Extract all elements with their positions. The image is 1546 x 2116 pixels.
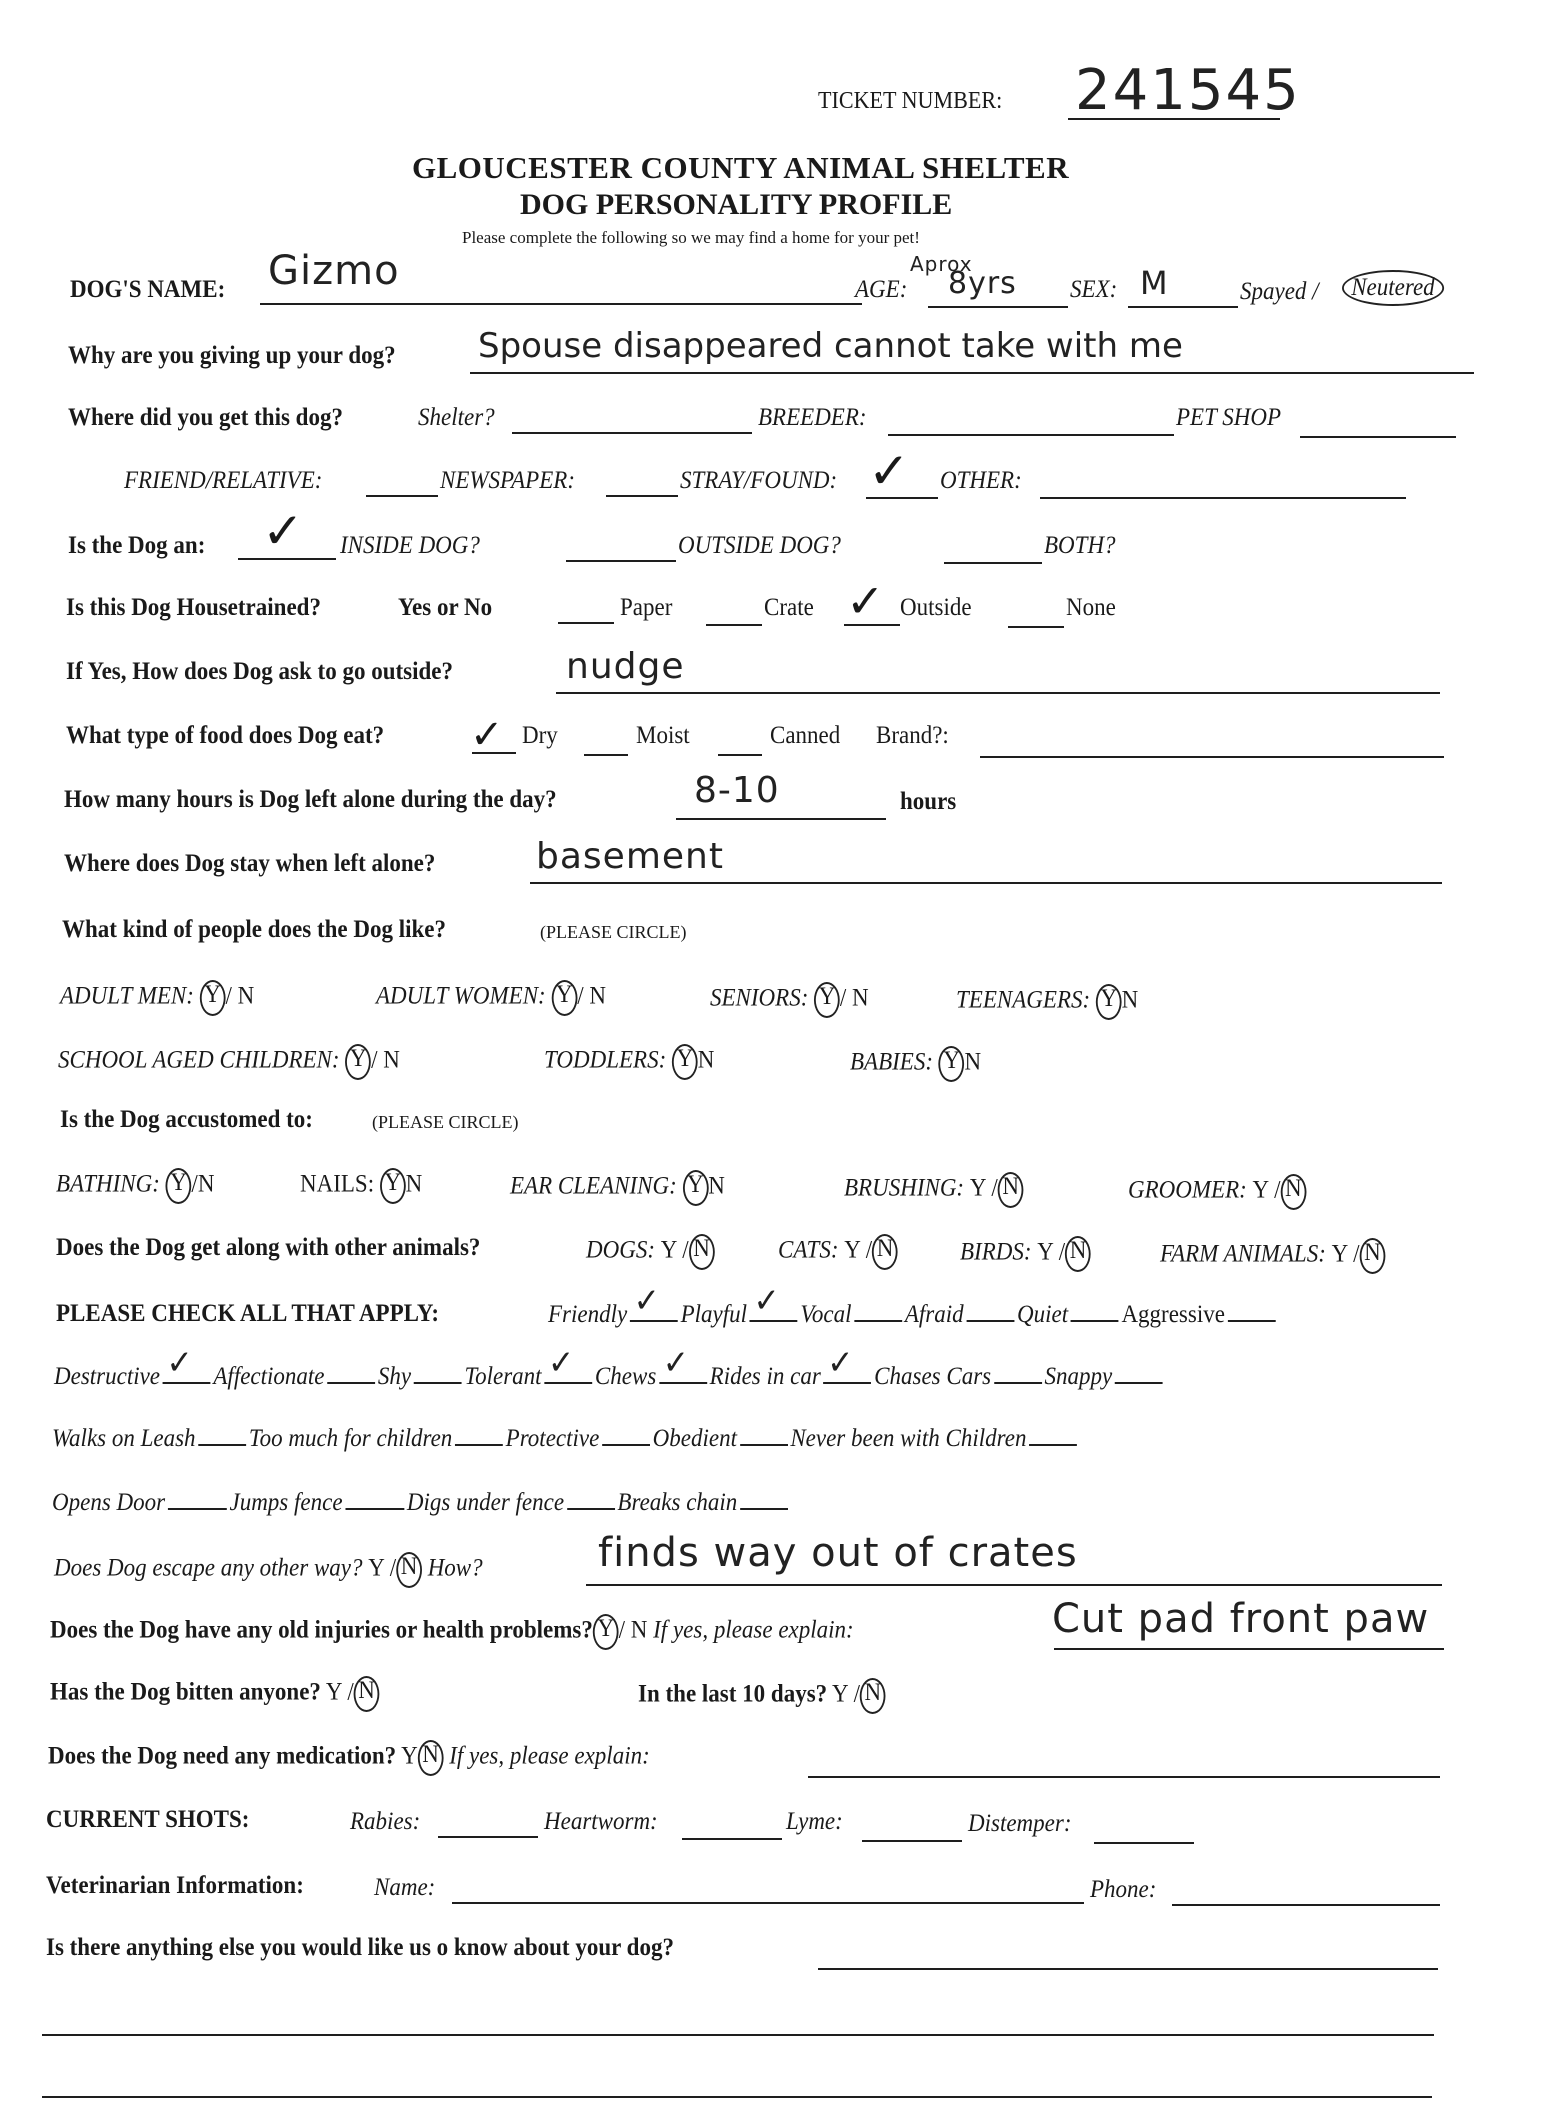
trait-playful-checkmark-icon: ✓ bbox=[753, 1281, 780, 1321]
ask-outside-label: If Yes, How does Dog ask to go outside? bbox=[66, 658, 453, 685]
other-info-label: Is there anything else you would like us o know about your dog? bbox=[46, 1934, 674, 1961]
animals-birds-y-option[interactable]: Y bbox=[1037, 1238, 1054, 1266]
food-moist-blank[interactable] bbox=[584, 754, 628, 756]
trait-never-been-with-children-blank[interactable] bbox=[1029, 1424, 1077, 1446]
people-seniors-n-option[interactable]: N bbox=[852, 984, 869, 1012]
people-seniors-label: SENIORS: bbox=[710, 984, 809, 1012]
source-other-label: OTHER: bbox=[940, 467, 1022, 494]
trait-chews-blank[interactable] bbox=[659, 1343, 707, 1384]
traits-row-2 bbox=[54, 1343, 1166, 1391]
location-label: Is the Dog an: bbox=[68, 532, 206, 559]
food-dry-checkmark-icon: ✓ bbox=[470, 712, 504, 758]
accustomed-brushing-y-option[interactable]: Y bbox=[969, 1174, 986, 1202]
location-inside-label: INSIDE DOG? bbox=[340, 532, 480, 559]
animals-dogs: DOGS: Y / N bbox=[586, 1234, 714, 1270]
housetrained-none-blank[interactable] bbox=[1008, 626, 1064, 628]
housetrained-outside-checkmark-icon: ✓ bbox=[846, 574, 885, 628]
source-stray-checkmark-icon: ✓ bbox=[868, 442, 910, 500]
ticket-number-label: TICKET NUMBER: bbox=[818, 88, 1003, 114]
shot-lyme-field[interactable] bbox=[862, 1840, 962, 1842]
age-note: Aprox bbox=[910, 252, 973, 276]
health-explain-underline bbox=[1054, 1648, 1444, 1650]
shot-rabies-field[interactable] bbox=[438, 1836, 538, 1838]
people-school-children-answer[interactable]: Y bbox=[345, 1044, 371, 1080]
people-toddlers-answer[interactable]: Y bbox=[672, 1044, 698, 1080]
source-shelter-blank[interactable] bbox=[512, 432, 752, 434]
trait-destructive-label: Destructive bbox=[54, 1363, 161, 1390]
shot-distemper-label: Distemper: bbox=[968, 1810, 1072, 1837]
accustomed-bathing-answer[interactable]: Y bbox=[166, 1168, 192, 1204]
animals-farm-label: FARM ANIMALS: bbox=[1160, 1240, 1326, 1268]
shot-heartworm-label: Heartworm: bbox=[544, 1808, 658, 1835]
people-toddlers-n-option[interactable]: N bbox=[697, 1046, 715, 1074]
trait-afraid-blank[interactable] bbox=[966, 1300, 1014, 1322]
trait-chases-cars-label: Chases Cars bbox=[874, 1363, 992, 1390]
people-teenagers-label: TEENAGERS: bbox=[956, 986, 1091, 1014]
trait-tolerant-label: Tolerant bbox=[464, 1363, 542, 1390]
trait-jumps-fence-label: Jumps fence bbox=[229, 1489, 343, 1516]
trait-quiet-blank[interactable] bbox=[1071, 1300, 1119, 1322]
source-petshop-blank[interactable] bbox=[1300, 436, 1456, 438]
trait-playful-label: Playful bbox=[680, 1301, 748, 1328]
people-label: What kind of people does the Dog like? bbox=[62, 916, 447, 943]
traits-row-1 bbox=[548, 1281, 1278, 1329]
animals-cats-y-option[interactable]: Y bbox=[844, 1236, 861, 1264]
accustomed-brushing-label: BRUSHING: bbox=[844, 1174, 965, 1202]
animals-dogs-label: DOGS: bbox=[586, 1236, 655, 1264]
dog-name-label: DOG'S NAME: bbox=[70, 276, 226, 303]
location-outside-label: OUTSIDE DOG? bbox=[678, 532, 841, 559]
trait-protective-blank[interactable] bbox=[602, 1424, 650, 1446]
health-label: Does the Dog have any old injuries or health problems? bbox=[50, 1616, 593, 1644]
health-answer[interactable]: Y bbox=[593, 1614, 619, 1650]
accustomed-groomer-label: GROOMER: bbox=[1128, 1176, 1247, 1204]
medication-question bbox=[48, 1740, 650, 1776]
alone-hours-label: How many hours is Dog left alone during the day? bbox=[64, 786, 557, 813]
traits-row-4 bbox=[52, 1488, 791, 1517]
housetrained-outside-label: Outside bbox=[900, 594, 972, 621]
reason-label: Why are you giving up your dog? bbox=[68, 342, 396, 369]
bite-label: Has the Dog bitten anyone? bbox=[50, 1678, 321, 1706]
people-school-children-label: SCHOOL AGED CHILDREN: bbox=[58, 1046, 340, 1074]
trait-aggressive-blank[interactable] bbox=[1228, 1300, 1276, 1322]
source-petshop-label: PET SHOP bbox=[1176, 404, 1281, 431]
bite-answer[interactable]: N bbox=[354, 1676, 380, 1712]
trait-playful-blank[interactable] bbox=[750, 1281, 798, 1322]
people-babies-answer[interactable]: Y bbox=[939, 1046, 965, 1082]
alone-place-label: Where does Dog stay when left alone? bbox=[64, 850, 436, 877]
people-adult-men-label: ADULT MEN: bbox=[60, 982, 194, 1010]
accustomed-ear-cleaning-label: EAR CLEANING: bbox=[510, 1172, 677, 1200]
vet-phone-label: Phone: bbox=[1090, 1876, 1157, 1903]
people-adult-men: ADULT MEN: Y / N bbox=[60, 980, 254, 1016]
trait-chases-cars-blank[interactable] bbox=[994, 1362, 1042, 1384]
source-friend-label: FRIEND/RELATIVE: bbox=[124, 467, 323, 494]
trait-opens-door-label: Opens Door bbox=[52, 1489, 166, 1516]
animals-farm-y-option[interactable]: Y bbox=[1331, 1240, 1348, 1268]
reason-underline bbox=[470, 372, 1474, 374]
trait-never-been-with-children-label: Never been with Children bbox=[790, 1425, 1027, 1452]
people-babies-label: BABIES: bbox=[850, 1048, 934, 1076]
ask-outside-field[interactable]: nudge bbox=[566, 646, 685, 687]
trait-tolerant-checkmark-icon: ✓ bbox=[548, 1343, 575, 1383]
location-both-label: BOTH? bbox=[1044, 532, 1116, 559]
accustomed-nails bbox=[300, 1168, 422, 1204]
medication-label: Does the Dog need any medication? bbox=[48, 1742, 397, 1770]
trait-jumps-fence-blank[interactable] bbox=[345, 1488, 404, 1510]
age-field[interactable]: 8yrs bbox=[948, 266, 1017, 301]
trait-opens-door-blank[interactable] bbox=[168, 1488, 227, 1510]
accustomed-brushing-answer[interactable]: N bbox=[998, 1172, 1024, 1208]
animals-birds-label: BIRDS: bbox=[960, 1238, 1032, 1266]
trait-aggressive-label: Aggressive bbox=[1121, 1301, 1225, 1328]
trait-vocal-label: Vocal bbox=[800, 1301, 852, 1328]
trait-friendly-checkmark-icon: ✓ bbox=[633, 1281, 660, 1321]
form-title: DOG PERSONALITY PROFILE bbox=[520, 188, 953, 221]
shot-distemper-field[interactable] bbox=[1094, 1842, 1194, 1844]
trait-destructive-blank[interactable] bbox=[163, 1343, 211, 1384]
animals-farm-answer[interactable]: N bbox=[1360, 1238, 1386, 1274]
people-adult-women: ADULT WOMEN: Y / N bbox=[376, 980, 606, 1016]
people-teenagers-n-option[interactable]: N bbox=[1121, 986, 1139, 1014]
escape-how-label: How? bbox=[427, 1554, 483, 1582]
other-info-field-line-3[interactable] bbox=[42, 2096, 1432, 2098]
trait-too-much-for-children-blank[interactable] bbox=[455, 1424, 503, 1446]
trait-walks-on-leash-label: Walks on Leash bbox=[52, 1425, 196, 1452]
source-newspaper-label: NEWSPAPER: bbox=[440, 467, 575, 494]
trait-affectionate-label: Affectionate bbox=[213, 1363, 325, 1390]
people-toddlers bbox=[544, 1044, 714, 1080]
accustomed-label: Is the Dog accustomed to: bbox=[60, 1106, 313, 1133]
trait-shy-label: Shy bbox=[377, 1363, 412, 1390]
source-other-blank[interactable] bbox=[1040, 497, 1406, 499]
trait-breaks-chain-blank[interactable] bbox=[740, 1488, 788, 1510]
trait-digs-under-fence-label: Digs under fence bbox=[406, 1489, 565, 1516]
people-seniors-answer[interactable]: Y bbox=[814, 982, 840, 1018]
people-teenagers-answer[interactable]: Y bbox=[1096, 984, 1122, 1020]
vet-phone-field[interactable] bbox=[1172, 1904, 1440, 1906]
accustomed-hint: (PLEASE CIRCLE) bbox=[372, 1112, 519, 1132]
housetrained-none-label: None bbox=[1066, 594, 1116, 621]
shots-label: CURRENT SHOTS: bbox=[46, 1806, 250, 1833]
bite-question: Has the Dog bitten anyone? Y / N bbox=[50, 1676, 379, 1712]
accustomed-ear-cleaning bbox=[510, 1170, 725, 1206]
source-breeder-blank[interactable] bbox=[888, 434, 1174, 436]
location-both-blank[interactable] bbox=[944, 562, 1042, 564]
medication-explain-label: If yes, please explain: bbox=[449, 1742, 650, 1770]
shot-rabies-label: Rabies: bbox=[350, 1808, 421, 1835]
animals-cats: CATS: Y / N bbox=[778, 1234, 898, 1270]
location-inside-checkmark-icon: ✓ bbox=[262, 502, 304, 560]
source-stray-label: STRAY/FOUND: bbox=[680, 467, 838, 494]
source-label: Where did you get this dog? bbox=[68, 404, 343, 431]
alone-hours-underline bbox=[676, 818, 886, 820]
ask-outside-underline bbox=[556, 692, 1440, 694]
food-brand-field[interactable] bbox=[980, 756, 1444, 758]
accustomed-groomer: GROOMER: Y / N bbox=[1128, 1174, 1306, 1210]
bite-recent-y-option[interactable]: Y bbox=[832, 1680, 848, 1708]
bite-recent-answer[interactable]: N bbox=[860, 1678, 886, 1714]
trait-chews-checkmark-icon: ✓ bbox=[662, 1343, 689, 1383]
traits-row-3 bbox=[52, 1424, 1080, 1453]
trait-breaks-chain-label: Breaks chain bbox=[617, 1489, 738, 1516]
animals-label: Does the Dog get along with other animals? bbox=[56, 1234, 481, 1261]
trait-obedient-blank[interactable] bbox=[740, 1424, 788, 1446]
dog-name-field[interactable]: Gizmo bbox=[268, 248, 400, 294]
trait-digs-under-fence-blank[interactable] bbox=[567, 1488, 615, 1510]
alone-hours-field[interactable]: 8-10 bbox=[694, 770, 780, 811]
health-question: Does the Dog have any old injuries or health problems? Y / N If yes, please explain: bbox=[50, 1614, 854, 1650]
people-babies-n-option[interactable]: N bbox=[964, 1048, 982, 1076]
housetrained-paper-blank[interactable] bbox=[558, 622, 614, 624]
people-adult-women-answer[interactable]: Y bbox=[551, 980, 577, 1016]
accustomed-ear-cleaning-answer[interactable]: Y bbox=[683, 1170, 709, 1206]
trait-quiet-label: Quiet bbox=[1016, 1301, 1069, 1328]
source-friend-blank[interactable] bbox=[366, 495, 438, 497]
vet-label: Veterinarian Information: bbox=[46, 1872, 304, 1899]
alone-hours-unit: hours bbox=[900, 788, 957, 815]
alone-place-field[interactable]: basement bbox=[536, 836, 724, 877]
trait-affectionate-blank[interactable] bbox=[327, 1362, 375, 1384]
people-adult-women-n-option[interactable]: N bbox=[589, 982, 606, 1010]
food-moist-label: Moist bbox=[636, 722, 690, 749]
animals-farm: FARM ANIMALS: Y / N bbox=[1160, 1238, 1385, 1274]
housetrained-crate-blank[interactable] bbox=[706, 624, 762, 626]
housetrained-yes-no[interactable]: Yes or No bbox=[398, 594, 493, 621]
trait-afraid-label: Afraid bbox=[904, 1301, 964, 1328]
food-canned-label: Canned bbox=[770, 722, 841, 749]
trait-snappy-blank[interactable] bbox=[1115, 1362, 1163, 1384]
trait-obedient-label: Obedient bbox=[652, 1425, 737, 1452]
housetrained-label: Is this Dog Housetrained? bbox=[66, 594, 321, 621]
health-explain-label: If yes, please explain: bbox=[653, 1616, 854, 1644]
shot-lyme-label: Lyme: bbox=[786, 1808, 843, 1835]
form-instruction: Please complete the following so we may find a home for your pet! bbox=[462, 228, 920, 247]
people-toddlers-label: TODDLERS: bbox=[544, 1046, 667, 1074]
source-newspaper-blank[interactable] bbox=[606, 495, 678, 497]
trait-destructive-checkmark-icon: ✓ bbox=[166, 1343, 193, 1383]
accustomed-nails-answer[interactable]: Y bbox=[380, 1168, 406, 1204]
bite-y-option[interactable]: Y bbox=[325, 1678, 342, 1706]
people-teenagers bbox=[956, 984, 1138, 1020]
trait-protective-label: Protective bbox=[505, 1425, 600, 1452]
other-info-field-line-1[interactable] bbox=[818, 1968, 1438, 1970]
trait-friendly-blank[interactable] bbox=[630, 1281, 678, 1322]
housetrained-crate-label: Crate bbox=[764, 594, 814, 621]
spayed-option[interactable]: Spayed / bbox=[1240, 278, 1319, 305]
trait-rides-in-car-blank[interactable] bbox=[824, 1343, 872, 1384]
trait-shy-blank[interactable] bbox=[414, 1362, 462, 1384]
sex-underline bbox=[1128, 306, 1238, 308]
bite-recent-question: In the last 10 days? Y / N bbox=[638, 1678, 886, 1714]
people-babies bbox=[850, 1046, 981, 1082]
neutered-option-circled[interactable]: Neutered bbox=[1342, 270, 1444, 306]
escape-how-field[interactable]: finds way out of crates bbox=[598, 1530, 1078, 1576]
vet-name-field[interactable] bbox=[452, 1902, 1084, 1904]
food-canned-blank[interactable] bbox=[718, 754, 762, 756]
escape-how-underline bbox=[586, 1584, 1442, 1586]
animals-dogs-answer[interactable]: N bbox=[689, 1234, 715, 1270]
animals-cats-label: CATS: bbox=[778, 1236, 839, 1264]
animals-dogs-y-option[interactable]: Y bbox=[660, 1236, 677, 1264]
medication-explain-field[interactable] bbox=[808, 1776, 1440, 1778]
vet-name-label: Name: bbox=[374, 1874, 436, 1901]
accustomed-groomer-y-option[interactable]: Y bbox=[1252, 1176, 1269, 1204]
trait-snappy-label: Snappy bbox=[1044, 1363, 1113, 1390]
medication-y-option[interactable]: Y bbox=[401, 1742, 418, 1770]
escape-y-option[interactable]: Y bbox=[368, 1554, 385, 1582]
medication-answer[interactable]: N bbox=[418, 1740, 444, 1776]
trait-rides-in-car-checkmark-icon: ✓ bbox=[827, 1343, 854, 1383]
people-adult-women-label: ADULT WOMEN: bbox=[376, 982, 546, 1010]
accustomed-bathing: BATHING: Y /N bbox=[56, 1168, 214, 1204]
source-shelter-label: Shelter? bbox=[418, 404, 495, 431]
trait-vocal-blank[interactable] bbox=[854, 1300, 902, 1322]
accustomed-bathing-n-option[interactable]: N bbox=[197, 1170, 215, 1198]
escape-question: Does Dog escape any other way? Y / N How? bbox=[54, 1552, 483, 1588]
animals-birds: BIRDS: Y / N bbox=[960, 1236, 1091, 1272]
trait-friendly-label: Friendly bbox=[548, 1301, 628, 1328]
location-outside-blank[interactable] bbox=[566, 560, 676, 562]
housetrained-paper-label: Paper bbox=[620, 594, 673, 621]
trait-too-much-for-children-label: Too much for children bbox=[248, 1425, 453, 1452]
accustomed-ear-cleaning-n-option[interactable]: N bbox=[708, 1172, 725, 1200]
health-explain-field[interactable]: Cut pad front paw bbox=[1052, 1596, 1430, 1642]
bite-recent-label: In the last 10 days? bbox=[638, 1680, 828, 1708]
alone-place-underline bbox=[530, 882, 1442, 884]
food-brand-label: Brand?: bbox=[876, 722, 949, 749]
trait-chews-label: Chews bbox=[594, 1363, 657, 1390]
people-hint: (PLEASE CIRCLE) bbox=[540, 922, 687, 942]
people-adult-men-answer[interactable]: Y bbox=[200, 980, 226, 1016]
escape-answer[interactable]: N bbox=[396, 1552, 422, 1588]
org-title: GLOUCESTER COUNTY ANIMAL SHELTER bbox=[412, 150, 1070, 185]
health-n-option[interactable]: N bbox=[630, 1616, 648, 1644]
food-dry-label: Dry bbox=[522, 722, 558, 749]
sex-field[interactable]: M bbox=[1140, 264, 1169, 302]
trait-rides-in-car-label: Rides in car bbox=[709, 1363, 821, 1390]
accustomed-nails-n-option[interactable]: N bbox=[405, 1170, 423, 1198]
age-underline bbox=[928, 306, 1068, 308]
people-seniors: SENIORS: Y / N bbox=[710, 982, 869, 1018]
accustomed-groomer-answer[interactable]: N bbox=[1280, 1174, 1306, 1210]
trait-walks-on-leash-blank[interactable] bbox=[198, 1424, 246, 1446]
escape-label: Does Dog escape any other way? bbox=[54, 1554, 363, 1582]
people-school-children-n-option[interactable]: N bbox=[383, 1046, 400, 1074]
other-info-field-line-2[interactable] bbox=[42, 2034, 1434, 2036]
source-breeder-label: BREEDER: bbox=[758, 404, 867, 431]
age-label: AGE: bbox=[855, 276, 908, 303]
trait-tolerant-blank[interactable] bbox=[544, 1343, 592, 1384]
dog-name-underline bbox=[260, 303, 862, 305]
ticket-number-value[interactable]: 241545 bbox=[1075, 58, 1301, 123]
accustomed-nails-label: NAILS: bbox=[300, 1170, 375, 1198]
sex-label: SEX: bbox=[1070, 276, 1118, 303]
animals-birds-answer[interactable]: N bbox=[1065, 1236, 1091, 1272]
ticket-number-underline bbox=[1068, 118, 1280, 120]
people-school-children: SCHOOL AGED CHILDREN: Y / N bbox=[58, 1044, 400, 1080]
traits-label: PLEASE CHECK ALL THAT APPLY: bbox=[56, 1300, 440, 1327]
accustomed-brushing: BRUSHING: Y / N bbox=[844, 1172, 1024, 1208]
reason-field[interactable]: Spouse disappeared cannot take with me bbox=[478, 326, 1183, 366]
accustomed-bathing-label: BATHING: bbox=[56, 1170, 160, 1198]
food-label: What type of food does Dog eat? bbox=[66, 722, 385, 749]
people-adult-men-n-option[interactable]: N bbox=[237, 982, 255, 1010]
shot-heartworm-field[interactable] bbox=[682, 1838, 782, 1840]
animals-cats-answer[interactable]: N bbox=[872, 1234, 898, 1270]
